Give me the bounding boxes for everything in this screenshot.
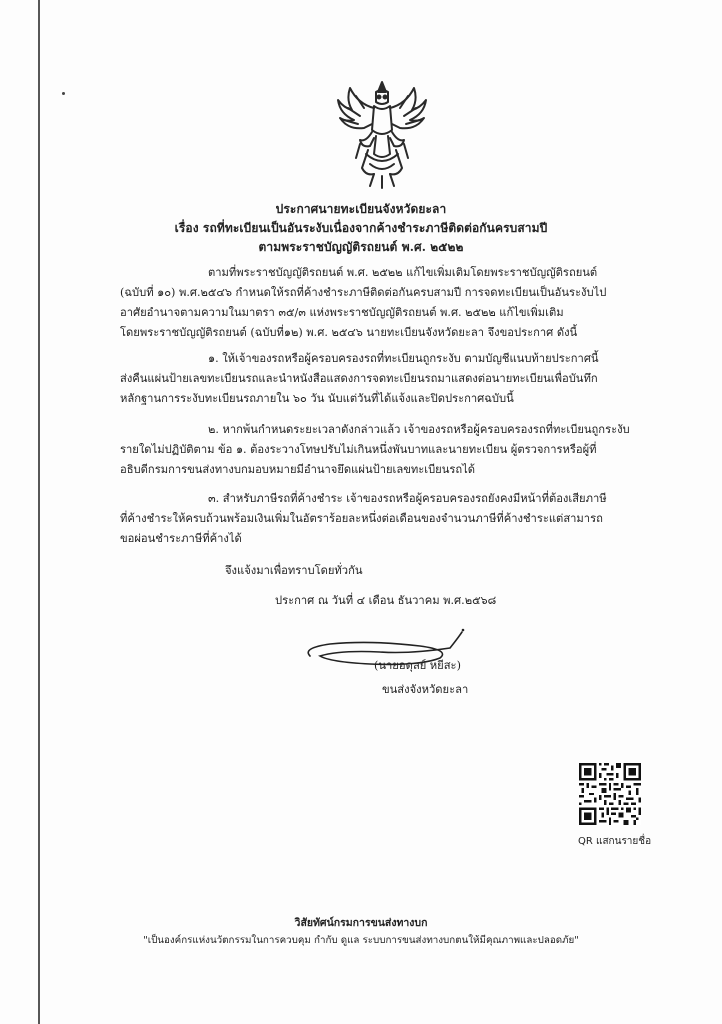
item-2-line: รายใดไม่ปฏิบัติตาม ข้อ ๑. ต้องระวางโทษปรับไม่เกินหนึ่งพันบาทและนายทะเบียน ผู้ตรวจการหรือผู้ที่ <box>120 443 597 456</box>
qr-code-icon[interactable] <box>579 763 641 825</box>
intro-line: โดยพระราชบัญญัติรถยนต์ (ฉบับที่๑๒) พ.ศ. ๒๕๔๖ นายทะเบียนจังหวัดยะลา จึงขอประกาศ ดังนี้ <box>120 326 578 339</box>
garuda-emblem-icon <box>330 78 434 190</box>
page-fold-line <box>38 0 40 1024</box>
item-3-line: ๓. สำหรับภาษีรถที่ค้างชำระ เจ้าของรถหรือผู้ครอบครองรถยังคงมีหน้าที่ต้องเสียภาษี <box>208 492 607 505</box>
item-2-line: อธิบดีกรมการขนส่งทางบกมอบหมายมีอำนาจยึดแผ่นป้ายเลขทะเบียนรถได้ <box>120 463 476 476</box>
announcement-title: ประกาศนายทะเบียนจังหวัดยะลา <box>275 202 447 216</box>
item-3-line: ที่ค้างชำระให้ครบถ้วนพร้อมเงินเพิ่มในอัตราร้อยละหนึ่งต่อเดือนของจำนวนภาษีที่ค้างชำระแต่สามารถ <box>120 512 603 525</box>
vision-title: วิสัยทัศน์กรมการขนส่งทางบก <box>294 917 428 929</box>
signatory-position: ขนส่งจังหวัดยะลา <box>382 683 469 696</box>
qr-code-label: QR แสกนรายชื่อ <box>578 836 652 847</box>
announcement-subject: เรื่อง รถที่ทะเบียนเป็นอันระงับเนื่องจากค้างชำระภาษีติดต่อกันครบสามปี <box>174 221 548 235</box>
vision-statement: "เป็นองค์กรแห่งนวัตกรรมในการควบคุม กำกับ ดูแล ระบบการขนส่งทางบกตนให้มีคุณภาพและปลอดภัย" <box>143 935 579 946</box>
signatory-name: (นายอดุลย์ หยีสะ) <box>374 659 461 672</box>
intro-line: ตามที่พระราชบัญญัติรถยนต์ พ.ศ. ๒๕๒๒ แก้ไขเพิ่มเติมโดยพระราชบัญญัติรถยนต์ <box>208 266 598 279</box>
closing-statement: จึงแจ้งมาเพื่อทราบโดยทั่วกัน <box>225 564 363 577</box>
item-1-line: ๑. ให้เจ้าของรถหรือผู้ครอบครองรถที่ทะเบียนถูกระงับ ตามบัญชีแนบท้ายประกาศนี้ <box>208 352 599 365</box>
item-2-line: ๒. หากพ้นกำหนดระยะเวลาดังกล่าวแล้ว เจ้าของรถหรือผู้ครอบครองรถที่ทะเบียนถูกระงับ <box>208 423 630 436</box>
item-1-line: ส่งคืนแผ่นป้ายเลขทะเบียนรถและนำหนังสือแสดงการจดทะเบียนรถมาแสดงต่อนายทะเบียนเพื่อบันทึก <box>120 372 598 385</box>
item-3-line: ขอผ่อนชำระภาษีที่ค้างได้ <box>120 532 242 545</box>
item-1-line: หลักฐานการระงับทะเบียนรถภายใน ๖๐ วัน นับแต่วันที่ได้แจ้งและปิดประกาศฉบับนี้ <box>120 392 514 405</box>
announcement-date: ประกาศ ณ วันที่ ๔ เดือน ธันวาคม พ.ศ.๒๕๖๘ <box>275 594 497 607</box>
scan-speck <box>62 92 65 95</box>
announcement-act: ตามพระราชบัญญัติรถยนต์ พ.ศ. ๒๕๒๒ <box>258 240 464 254</box>
intro-line: อาศัยอำนาจตามความในมาตรา ๓๕/๓ แห่งพระราชบัญญัติรถยนต์ พ.ศ. ๒๕๒๒ แก้ไขเพิ่มเติม <box>120 306 564 319</box>
intro-line: (ฉบับที่ ๑๐) พ.ศ.๒๕๔๖ กำหนดให้รถที่ค้างชำระภาษีติดต่อกันครบสามปี การจดทะเบียนเป็นอันระงับไป <box>120 286 607 299</box>
